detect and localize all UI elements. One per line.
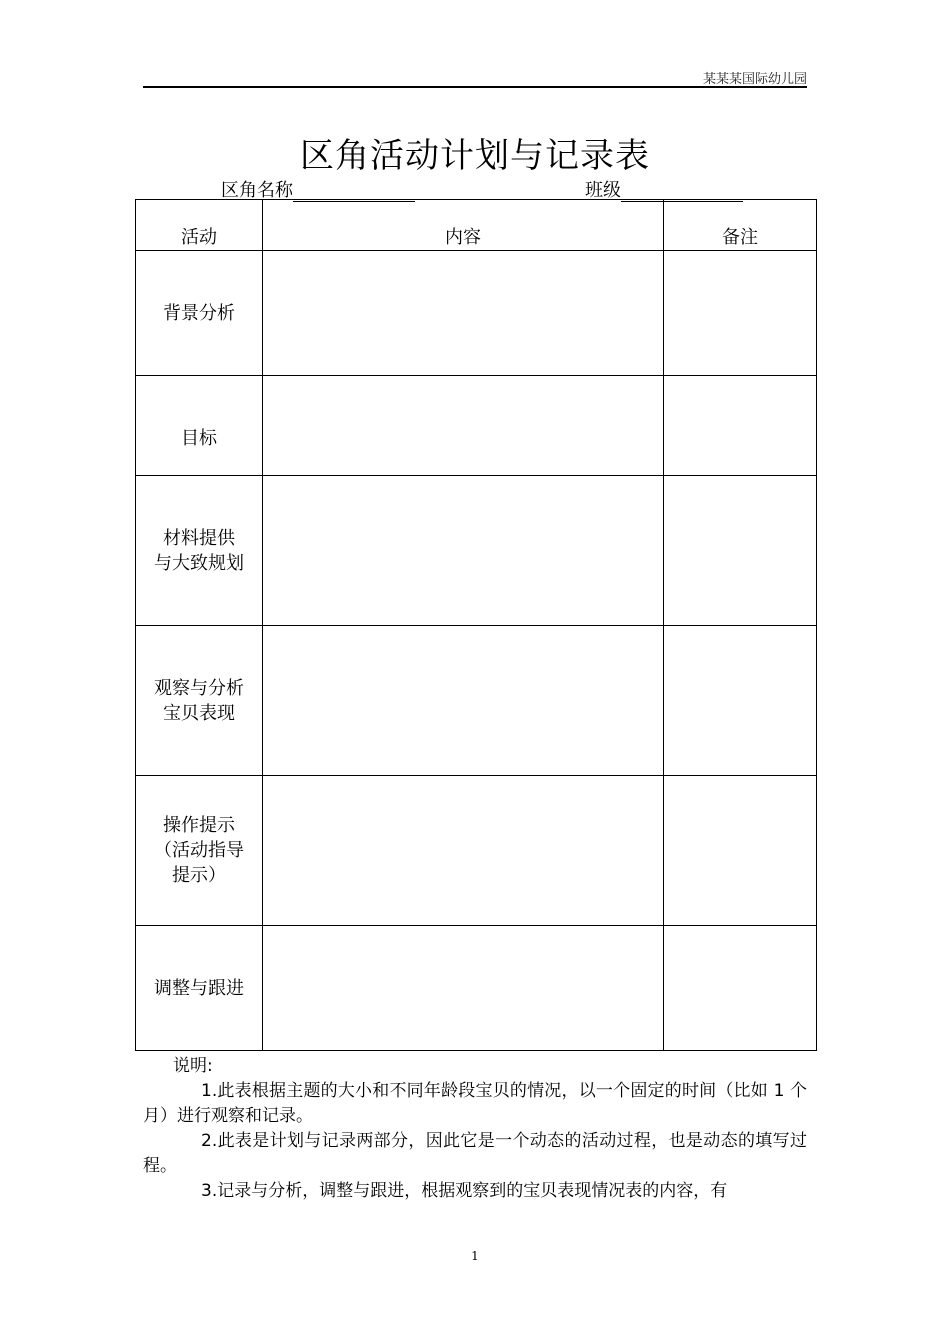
row-label-observation — [136, 626, 263, 776]
area-name-label: 区角名称 — [221, 180, 293, 201]
note-cell[interactable] — [664, 251, 817, 376]
table-row — [136, 776, 817, 926]
row-label-background — [136, 251, 263, 376]
note-cell[interactable] — [664, 776, 817, 926]
row-label-adjustment — [136, 926, 263, 1051]
row-label-materials — [136, 476, 263, 626]
content-cell[interactable] — [263, 926, 664, 1051]
notes-heading: 说明: — [173, 1056, 213, 1076]
note-item: 3.记录与分析，调整与跟进，根据观察到的宝贝表现情况表的内容，有 — [201, 1181, 728, 1201]
content-cell[interactable] — [263, 776, 664, 926]
table-header-row — [136, 200, 817, 251]
note-cell[interactable] — [664, 926, 817, 1051]
record-table — [135, 199, 817, 1051]
page-number: 1 — [471, 1249, 479, 1263]
row-label-operation-tips — [136, 776, 263, 926]
row-label-line: 背景分析 — [163, 302, 235, 324]
content-cell[interactable] — [263, 251, 664, 376]
header-content: 内容 — [263, 200, 664, 251]
content-cell[interactable] — [263, 376, 664, 476]
row-label-line: 观察与分析 — [154, 677, 244, 699]
row-label-line: 提示） — [172, 865, 226, 886]
row-label-line: 宝贝表现 — [163, 702, 235, 724]
note-item: 2.此表是计划与记录两部分，因此它是一个动态的活动过程，也是动态的填写过程。 — [143, 1131, 807, 1176]
header-activity: 活动 — [136, 200, 263, 251]
row-label-line: 目标 — [181, 428, 217, 449]
note-cell[interactable] — [664, 376, 817, 476]
header-note: 备注 — [664, 200, 817, 251]
row-label-goal — [136, 376, 263, 476]
header-rule — [143, 86, 807, 88]
row-label-line: 与大致规划 — [154, 552, 244, 574]
row-label-line: 调整与跟进 — [154, 977, 244, 999]
notes-section — [143, 1054, 807, 1204]
table-row — [136, 376, 817, 476]
row-label-line: 操作提示 — [163, 815, 235, 836]
page-title: 区角活动计划与记录表 — [300, 136, 650, 176]
content-cell[interactable] — [263, 476, 664, 626]
row-label-line: （活动指导 — [154, 840, 244, 861]
table-row — [136, 251, 817, 376]
note-cell[interactable] — [664, 626, 817, 776]
content-cell[interactable] — [263, 626, 664, 776]
row-label-line: 材料提供 — [163, 527, 235, 549]
table-row — [136, 476, 817, 626]
note-item: 1.此表根据主题的大小和不同年龄段宝贝的情况，以一个固定的时间（比如 1 个月）进行观察和记录。 — [143, 1081, 807, 1126]
table-row — [136, 926, 817, 1051]
class-label: 班级 — [585, 180, 621, 201]
note-cell[interactable] — [664, 476, 817, 626]
table-row — [136, 626, 817, 776]
header-org-name: 某某某国际幼儿园 — [702, 72, 807, 87]
